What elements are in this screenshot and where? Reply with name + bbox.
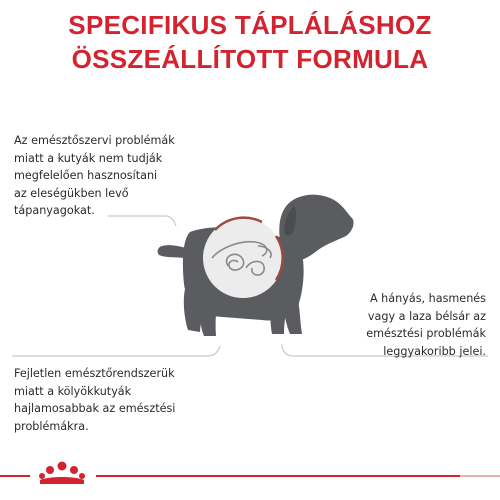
callout-line: Fejletlen emésztőrendszerük [14, 367, 175, 380]
title-line-1: SPECIFIKUS TÁPLÁLÁSHOZ [68, 10, 432, 40]
title-line-2: ÖSSZEÁLLÍTOTT FORMULA [71, 44, 429, 74]
callout-absorption [14, 132, 175, 220]
callout-line: hajlamosabbak az emésztési [14, 402, 176, 415]
callout-line: problémákra. [14, 419, 89, 433]
callout-line: megfelelően hasznosítani [14, 169, 158, 182]
footer-branding [0, 462, 500, 485]
callout-line: miatt a kutyák nem tudják [14, 151, 163, 165]
divider-3 [12, 346, 220, 356]
callout-symptoms [366, 290, 486, 360]
callout-line: leggyakoribb jelei. [383, 344, 486, 358]
callout-line: A hányás, hasmenés [369, 292, 486, 305]
digestive-system-icon [203, 218, 283, 298]
callout-line: miatt a kölyökkutyák [14, 384, 132, 398]
callout-line: Az emésztőszervi problémák [14, 134, 175, 147]
callout-puppies [14, 365, 175, 435]
callout-line: az eleségükben levő [14, 186, 129, 200]
callout-line: tápanyagokat. [14, 204, 95, 217]
callout-line: vagy a laza bélsár az [367, 309, 486, 323]
royal-canin-crown-icon [39, 462, 85, 485]
callout-line: emésztési problémák [366, 327, 486, 340]
